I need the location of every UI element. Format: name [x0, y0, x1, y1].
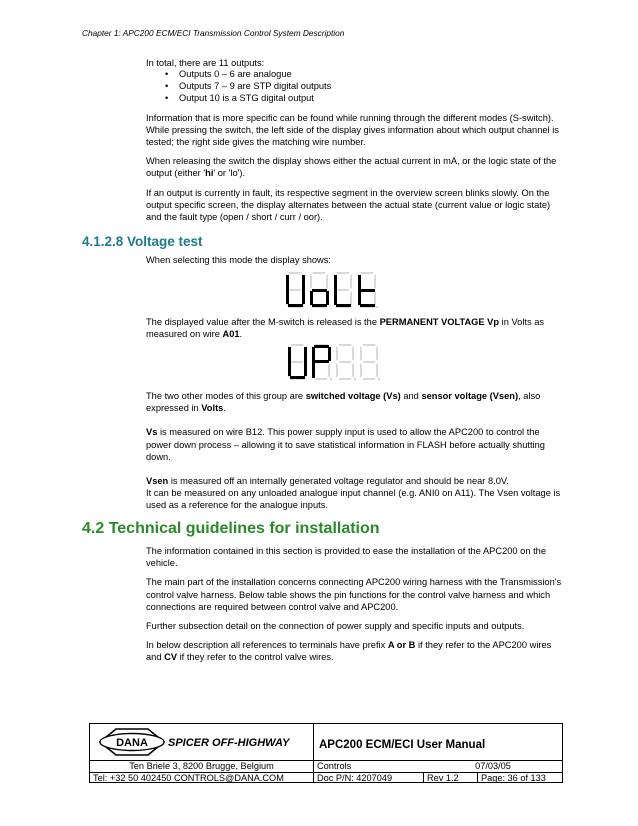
paragraph: [146, 639, 566, 663]
section-heading-voltage-test: 4.1.2.8 Voltage test: [82, 234, 203, 249]
paragraph: Information that is more specific can be found while running through the different modes (S-switch).: [146, 112, 554, 123]
text: The two other modes of this group are: [146, 391, 306, 401]
department: Controls: [313, 760, 423, 772]
page-footer: [89, 723, 563, 783]
other-modes-block: [146, 390, 564, 519]
up-digits: [285, 343, 381, 381]
page-number: Page: 36 of 133: [477, 772, 563, 783]
text: The displayed value after the M-switch is released is the: [146, 317, 380, 327]
text: .: [223, 403, 226, 414]
section-4-2-body: [146, 545, 566, 671]
section-heading-4-2: 4.2 Technical guidelines for installation: [82, 520, 380, 537]
text: In below description all references to terminals have prefix: [146, 640, 388, 651]
logo-cell: [90, 724, 314, 760]
text: PERMANENT VOLTAGE Vp: [379, 317, 500, 327]
date: 07/03/05: [475, 761, 511, 771]
text: .: [239, 329, 243, 340]
paragraph: [146, 316, 564, 340]
text: hi: [205, 168, 214, 179]
text: if they refer to the APC200 wires and: [146, 640, 552, 663]
text: Vs: [146, 427, 158, 438]
text: switched voltage (Vs): [305, 391, 401, 401]
revision: Rev 1.2: [423, 772, 477, 783]
text: When releasing the switch the display shows either the actual current in mA, or the logic state of the output (either ': [146, 156, 557, 179]
text: ' or 'lo').: [213, 168, 246, 179]
manual-title-cell: [313, 724, 563, 760]
intro-block: [146, 57, 564, 230]
paragraph: The main part of the installation concerns connecting APC200 wiring harness with the Transmission's control valve harness. Below table shows the pin functions for the control valve harness and which connections are required between control valve and APC200.: [146, 577, 562, 612]
text: if they refer to the control valve wires.: [177, 652, 334, 663]
text: , also expressed in: [146, 391, 541, 414]
phone-email: Tel: +32 50 402450 CONTROLS@DANA.COM: [93, 773, 284, 783]
paragraph: It can be measured on any unloaded analogue input channel (e.g. ANI0 on A11). The Vsen voltage is used as a reference for the analogue inputs.: [146, 488, 561, 511]
doc-part-number: Doc P/N: 4207049: [313, 772, 423, 783]
paragraph: If an output is currently in fault, its respective segment in the overview screen blinks slowly. On the output specific screen, the display alternates between the actual state (current value or logic state) and the fault type (open / short / curr / oor).: [146, 187, 551, 223]
paragraph: The information contained in this section is provided to ease the installation of the APC200 on the vehicle.: [146, 546, 547, 569]
text: Volts: [201, 403, 224, 414]
text: and: [400, 391, 422, 401]
text: sensor voltage (Vsen): [421, 391, 519, 401]
logo-text: SPICER OFF-HIGHWAY: [168, 737, 290, 749]
text: is measured off an internally generated voltage regulator and should be near 8.0V.: [168, 476, 509, 487]
paragraph: [146, 390, 564, 414]
paragraph: [146, 426, 564, 463]
seven-segment-display-up: [285, 343, 381, 386]
paragraph: While pressing the switch, the left side of the display gives information about which output channel is tested; the right side gives the matching wire number.: [146, 124, 559, 147]
text: A or B: [387, 640, 416, 651]
chapter-header: Chapter 1: APC200 ECM/ECI Transmission Control System Description: [82, 28, 345, 38]
paragraph: When selecting this mode the display shows:: [146, 255, 331, 265]
outputs-line: In total, there are 11 outputs:: [146, 58, 265, 68]
dana-logo-icon: [90, 724, 312, 760]
paragraph: [146, 475, 564, 487]
paragraph: [146, 155, 564, 179]
manual-title: APC200 ECM/ECI User Manual: [319, 739, 486, 751]
text: A01: [222, 329, 240, 340]
seven-segment-display-volt: [283, 271, 379, 314]
footer-row-title: [90, 724, 562, 761]
list-item: • Output 10 is a STG digital output: [146, 93, 564, 105]
list-item: • Outputs 0 – 6 are analogue: [146, 69, 564, 81]
list-item: • Outputs 7 – 9 are STP digital outputs: [146, 81, 564, 93]
address: Ten Briele 3, 8200 Brugge, Belgium: [129, 761, 274, 771]
text: CV: [164, 652, 178, 663]
outputs-list: [146, 69, 564, 104]
text: in Volts as measured on wire: [146, 317, 545, 340]
footer-row-contact: [90, 772, 562, 783]
text: Vsen: [146, 476, 169, 487]
volt-digits: [283, 271, 379, 309]
paragraph: Further subsection detail on the connection of power supply and specific inputs and outputs.: [146, 621, 525, 632]
logo-brand-text: DANA: [116, 737, 148, 749]
text: is measured on wire B12. This power supply input is used to allow the APC200 to control the power down process – allowing it to save statistical information in FLASH before actually shutting down.: [146, 427, 545, 462]
